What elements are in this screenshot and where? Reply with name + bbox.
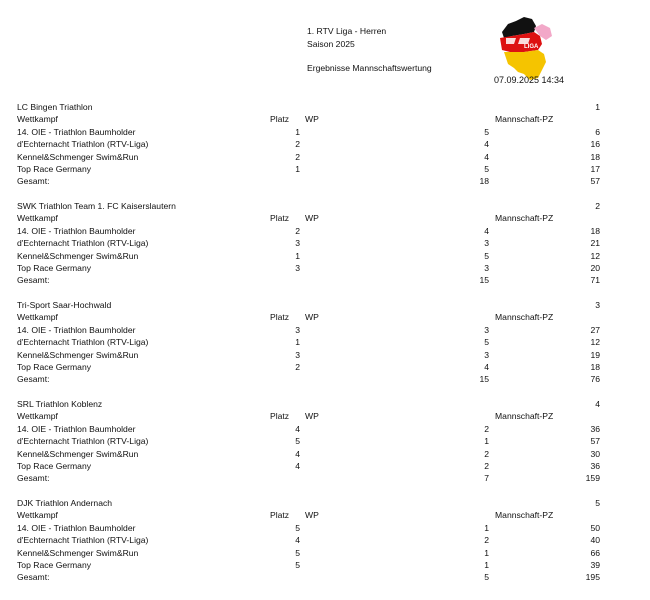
total-pz: 195: [585, 572, 600, 583]
pz-value: 6: [595, 126, 600, 137]
col-wettkampf: Wettkampf: [17, 312, 58, 323]
print-datetime: 07.09.2025 14:34: [494, 75, 565, 85]
result-row: [17, 138, 600, 150]
result-row: [17, 237, 600, 249]
col-mannschaft-pz: Mannschaft-PZ: [495, 411, 554, 422]
wp-value: 1: [484, 547, 489, 558]
col-platz: Platz: [270, 114, 290, 125]
platz-value: 1: [295, 126, 300, 137]
platz-value: 2: [295, 225, 300, 236]
event-name: d'Echternacht Triathlon (RTV-Liga): [17, 139, 149, 150]
result-row: [17, 559, 600, 571]
pz-value: 16: [590, 139, 600, 150]
total-wp: 18: [479, 176, 489, 187]
result-row: [17, 547, 600, 559]
col-wp: WP: [305, 510, 319, 521]
team-rank: 3: [595, 300, 600, 310]
pz-value: 27: [590, 324, 600, 335]
event-name: 14. OIE - Triathlon Baumholder: [17, 423, 136, 434]
wp-value: 2: [484, 423, 489, 434]
platz-value: 1: [295, 250, 300, 261]
platz-value: 4: [295, 460, 300, 471]
team-block: [17, 299, 600, 386]
team-header-row: [17, 200, 600, 212]
platz-value: 2: [295, 361, 300, 372]
result-row: [17, 460, 600, 472]
wp-value: 2: [484, 448, 489, 459]
result-row: [17, 349, 600, 361]
col-wettkampf: Wettkampf: [17, 411, 58, 422]
wp-value: 1: [484, 559, 489, 570]
event-name: 14. OIE - Triathlon Baumholder: [17, 324, 136, 335]
team-block: [17, 200, 600, 287]
col-mannschaft-pz: Mannschaft-PZ: [495, 213, 554, 224]
result-row: [17, 448, 600, 460]
col-platz: Platz: [270, 411, 290, 422]
team-block: [17, 101, 600, 188]
team-header-row: [17, 101, 600, 113]
result-row: [17, 423, 600, 435]
col-platz: Platz: [270, 510, 290, 521]
platz-value: 5: [295, 436, 300, 447]
result-row: [17, 435, 600, 447]
rtv-liga-logo: [494, 14, 556, 80]
result-row: [17, 522, 600, 534]
team-rank: 2: [595, 201, 600, 211]
pz-value: 18: [590, 225, 600, 236]
total-row: [17, 274, 600, 286]
team-header-row: [17, 299, 600, 311]
event-name: Kennel&Schmenger Swim&Run: [17, 349, 139, 360]
wp-value: 4: [484, 225, 489, 236]
result-row: [17, 361, 600, 373]
results-subtitle: Ergebnisse Mannschaftswertung: [307, 63, 432, 73]
result-row: [17, 250, 600, 262]
wp-value: 3: [484, 349, 489, 360]
total-label: Gesamt:: [17, 275, 50, 286]
total-row: [17, 373, 600, 385]
total-pz: 159: [585, 473, 600, 484]
total-pz: 71: [590, 275, 600, 286]
platz-value: 4: [295, 535, 300, 546]
col-wettkampf: Wettkampf: [17, 213, 58, 224]
platz-value: 4: [295, 448, 300, 459]
pz-value: 19: [590, 349, 600, 360]
event-name: d'Echternacht Triathlon (RTV-Liga): [17, 535, 149, 546]
column-header-row: [17, 509, 600, 521]
wp-value: 1: [484, 522, 489, 533]
result-row: [17, 262, 600, 274]
event-name: Kennel&Schmenger Swim&Run: [17, 448, 139, 459]
total-row: [17, 175, 600, 187]
pz-value: 40: [590, 535, 600, 546]
platz-value: 5: [295, 522, 300, 533]
result-row: [17, 534, 600, 546]
pz-value: 57: [590, 436, 600, 447]
total-wp: 15: [479, 275, 489, 286]
platz-value: 3: [295, 262, 300, 273]
pz-value: 17: [590, 163, 600, 174]
total-label: Gesamt:: [17, 176, 50, 187]
wp-value: 4: [484, 139, 489, 150]
wp-value: 4: [484, 361, 489, 372]
col-wp: WP: [305, 312, 319, 323]
result-row: [17, 151, 600, 163]
col-wettkampf: Wettkampf: [17, 510, 58, 521]
result-row: [17, 336, 600, 348]
platz-value: 4: [295, 423, 300, 434]
pz-value: 36: [590, 460, 600, 471]
event-name: 14. OIE - Triathlon Baumholder: [17, 225, 136, 236]
total-label: Gesamt:: [17, 374, 50, 385]
wp-value: 2: [484, 535, 489, 546]
total-wp: 15: [479, 374, 489, 385]
col-wettkampf: Wettkampf: [17, 114, 58, 125]
result-row: [17, 126, 600, 138]
wp-value: 2: [484, 460, 489, 471]
pz-value: 12: [590, 337, 600, 348]
platz-value: 1: [295, 337, 300, 348]
event-name: 14. OIE - Triathlon Baumholder: [17, 522, 136, 533]
logo-liga-text: LIGA: [524, 44, 539, 50]
total-row: [17, 571, 600, 583]
team-name: Tri-Sport Saar-Hochwald: [17, 300, 112, 310]
total-row: [17, 472, 600, 484]
pz-value: 20: [590, 262, 600, 273]
col-wp: WP: [305, 213, 319, 224]
team-name: SRL Triathlon Koblenz: [17, 399, 103, 409]
pz-value: 66: [590, 547, 600, 558]
pz-value: 18: [590, 361, 600, 372]
total-pz: 76: [590, 374, 600, 385]
event-name: d'Echternacht Triathlon (RTV-Liga): [17, 238, 149, 249]
event-name: Top Race Germany: [17, 361, 92, 372]
team-header-row: [17, 398, 600, 410]
event-name: Top Race Germany: [17, 262, 92, 273]
total-label: Gesamt:: [17, 572, 50, 583]
event-name: Top Race Germany: [17, 460, 92, 471]
col-wp: WP: [305, 114, 319, 125]
event-name: Kennel&Schmenger Swim&Run: [17, 151, 139, 162]
team-block: [17, 497, 600, 584]
season-label: Saison 2025: [307, 39, 355, 49]
total-pz: 57: [590, 176, 600, 187]
total-wp: 5: [484, 572, 489, 583]
team-rank: 4: [595, 399, 600, 409]
wp-value: 5: [484, 337, 489, 348]
event-name: 14. OIE - Triathlon Baumholder: [17, 126, 136, 137]
col-platz: Platz: [270, 213, 290, 224]
event-name: d'Echternacht Triathlon (RTV-Liga): [17, 436, 149, 447]
event-name: Kennel&Schmenger Swim&Run: [17, 547, 139, 558]
col-wp: WP: [305, 411, 319, 422]
column-header-row: [17, 212, 600, 224]
pz-value: 12: [590, 250, 600, 261]
event-name: Top Race Germany: [17, 163, 92, 174]
pz-value: 39: [590, 559, 600, 570]
col-platz: Platz: [270, 312, 290, 323]
pz-value: 21: [590, 238, 600, 249]
wp-value: 3: [484, 238, 489, 249]
result-row: [17, 324, 600, 336]
pz-value: 18: [590, 151, 600, 162]
wp-value: 5: [484, 126, 489, 137]
team-name: SWK Triathlon Team 1. FC Kaiserslautern: [17, 201, 176, 211]
pz-value: 50: [590, 522, 600, 533]
event-name: Kennel&Schmenger Swim&Run: [17, 250, 139, 261]
team-name: LC Bingen Triathlon: [17, 102, 93, 112]
wp-value: 4: [484, 151, 489, 162]
team-rank: 1: [595, 102, 600, 112]
pz-value: 30: [590, 448, 600, 459]
platz-value: 3: [295, 349, 300, 360]
team-block: [17, 398, 600, 485]
result-row: [17, 163, 600, 175]
platz-value: 3: [295, 238, 300, 249]
team-name: DJK Triathlon Andernach: [17, 498, 113, 508]
total-wp: 7: [484, 473, 489, 484]
wp-value: 5: [484, 163, 489, 174]
team-rank: 5: [595, 498, 600, 508]
event-name: d'Echternacht Triathlon (RTV-Liga): [17, 337, 149, 348]
col-mannschaft-pz: Mannschaft-PZ: [495, 510, 554, 521]
column-header-row: [17, 410, 600, 422]
platz-value: 3: [295, 324, 300, 335]
wp-value: 3: [484, 262, 489, 273]
total-label: Gesamt:: [17, 473, 50, 484]
wp-value: 5: [484, 250, 489, 261]
col-mannschaft-pz: Mannschaft-PZ: [495, 114, 554, 125]
wp-value: 1: [484, 436, 489, 447]
column-header-row: [17, 311, 600, 323]
platz-value: 5: [295, 547, 300, 558]
wp-value: 3: [484, 324, 489, 335]
result-row: [17, 225, 600, 237]
col-mannschaft-pz: Mannschaft-PZ: [495, 312, 554, 323]
document-title: 1. RTV Liga - Herren: [307, 26, 387, 36]
platz-value: 2: [295, 139, 300, 150]
platz-value: 5: [295, 559, 300, 570]
platz-value: 1: [295, 163, 300, 174]
event-name: Top Race Germany: [17, 559, 92, 570]
column-header-row: [17, 113, 600, 125]
platz-value: 2: [295, 151, 300, 162]
pz-value: 36: [590, 423, 600, 434]
team-header-row: [17, 497, 600, 509]
